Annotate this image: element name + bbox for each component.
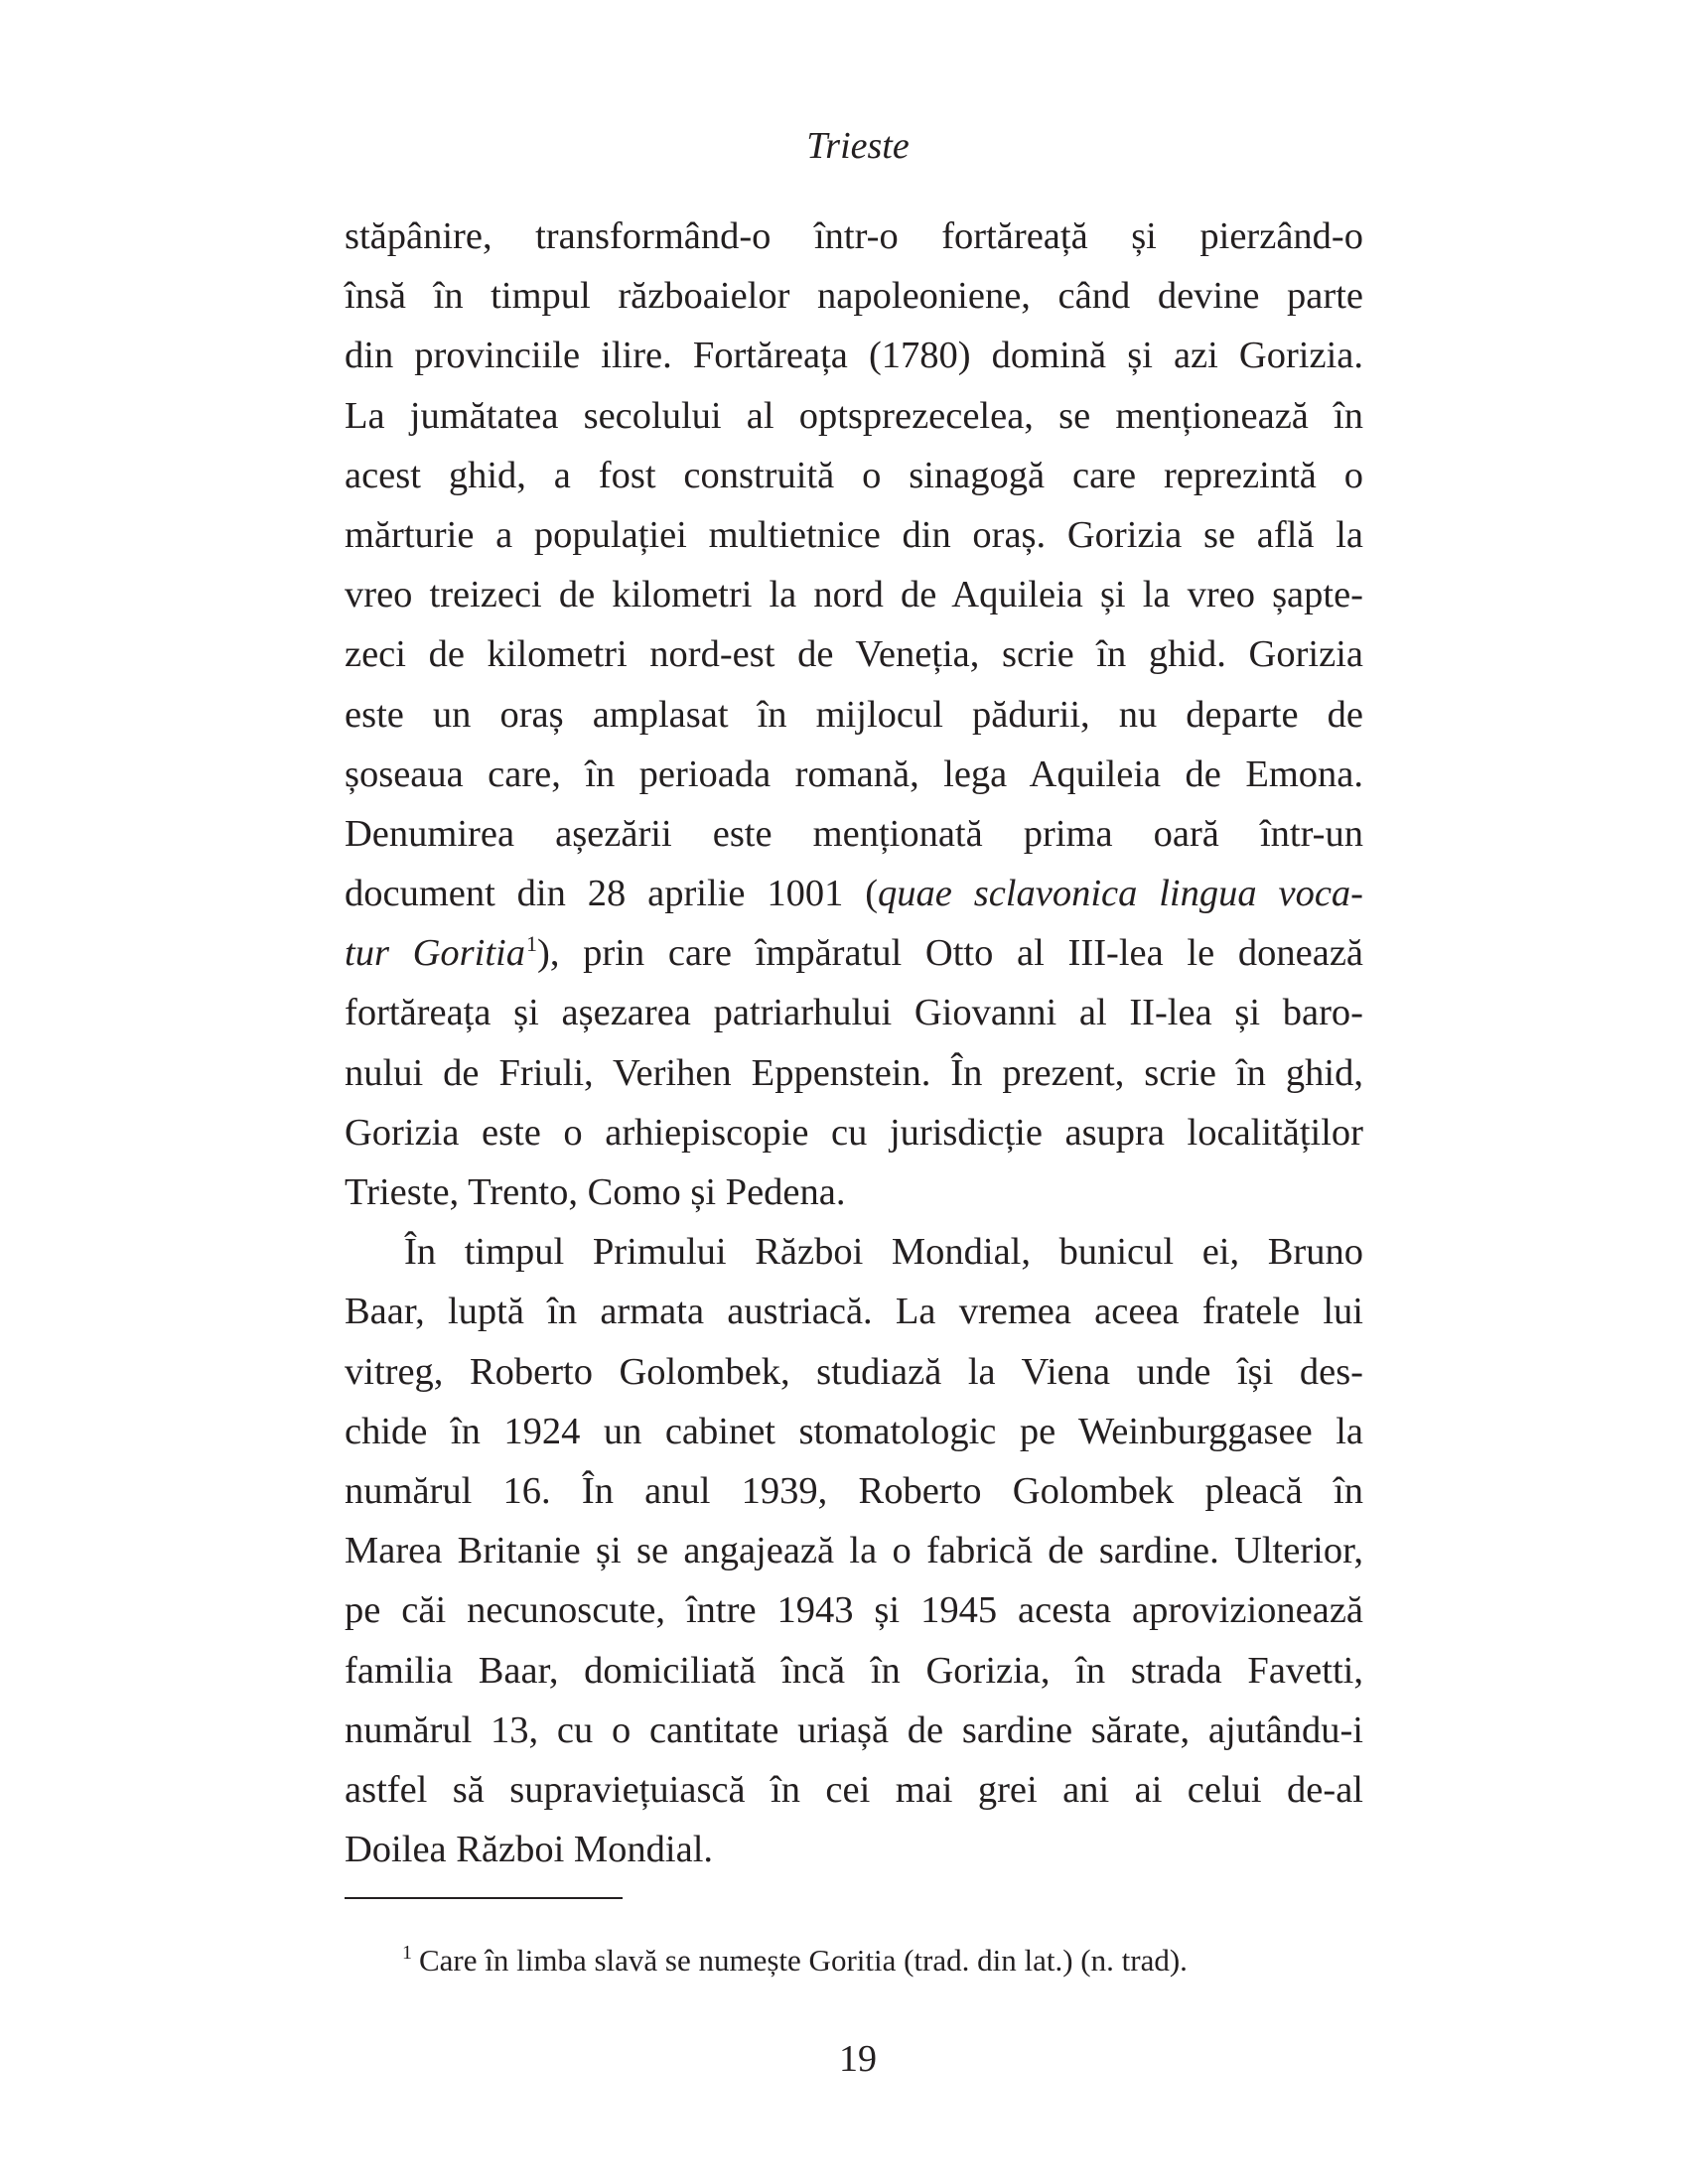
- text-line-with-footnote: [345, 923, 1363, 983]
- latin-quote: tur Goritia: [345, 932, 526, 975]
- text-line: numărul 16. În anul 1939, Roberto Golombek pleacă în: [345, 1469, 1363, 1512]
- text-line: chide în 1924 un cabinet stomatologic pe Weinburggasee la: [345, 1410, 1363, 1452]
- text-line: vitreg, Roberto Golombek, studiază la Viena unde își des-: [345, 1350, 1363, 1393]
- text-line: zeci de kilometri nord-est de Veneția, scrie în ghid. Gorizia: [345, 633, 1363, 676]
- footnote-reference[interactable]: 1: [526, 931, 538, 957]
- text-line: numărul 13, cu o cantitate uriașă de sardine sărate, ajutându-i: [345, 1708, 1363, 1751]
- text-line: La jumătatea secolului al optsprezecelea, se menționează în: [345, 394, 1363, 437]
- text-line: Baar, luptă în armata austriacă. La vremea aceea fratele lui: [345, 1291, 1363, 1333]
- running-head: Trieste: [806, 125, 910, 167]
- text-span: ), prin care împăratul Otto al III-lea le donează: [537, 932, 1363, 975]
- text-line: este un oraș amplasat în mijlocul pădurii, nu departe de: [345, 693, 1363, 736]
- footnote-text: Care în limba slavă se numește Goritia (trad. din lat.) (n. trad).: [419, 1943, 1188, 1978]
- footnote-marker: 1: [402, 1942, 412, 1964]
- text-line: Doilea Război Mondial.: [345, 1829, 714, 1871]
- footnote: [402, 1941, 1188, 1984]
- text-span: document din 28 aprilie 1001 (: [345, 873, 879, 915]
- text-line: însă în timpul războaielor napoleoniene, când devine parte: [345, 275, 1363, 318]
- text-line: Gorizia este o arhiepiscopie cu jurisdicție asupra localităților: [345, 1111, 1363, 1154]
- text-line: Denumirea așezării este menționată prima oară într-un: [345, 812, 1363, 855]
- text-line: astfel să supraviețuiască în cei mai grei ani ai celui de-al: [345, 1768, 1363, 1811]
- footnote-divider: [345, 1897, 623, 1899]
- text-line: familia Baar, domiciliată încă în Gorizia, în strada Favetti,: [345, 1649, 1363, 1692]
- text-line: șoseaua care, în perioada romană, lega Aquileia de Emona.: [345, 752, 1363, 795]
- text-line: Marea Britanie și se angajează la o fabrică de sardine. Ulterior,: [345, 1530, 1363, 1572]
- text-line: vreo treizeci de kilometri la nord de Aquileia și la vreo șapte-: [345, 574, 1363, 616]
- text-line: În timpul Primului Război Mondial, bunicul ei, Bruno: [404, 1231, 1363, 1274]
- text-line: fortăreața și așezarea patriarhului Giovanni al II-lea și baro-: [345, 992, 1363, 1034]
- page-number: 19: [839, 2038, 877, 2080]
- text-line: Trieste, Trento, Como și Pedena.: [345, 1171, 846, 1213]
- text-line: stăpânire, transformând-o într-o fortăreață și pierzând-o: [345, 215, 1363, 257]
- latin-quote: quae sclavonica lingua voca-: [878, 873, 1363, 915]
- body-text: [345, 206, 1363, 1879]
- text-line: acest ghid, a fost construită o sinagogă care reprezintă o: [345, 454, 1363, 496]
- text-line: nului de Friuli, Verihen Eppenstein. În prezent, scrie în ghid,: [345, 1051, 1363, 1094]
- text-line: pe căi necunoscute, între 1943 și 1945 acesta aprovizionează: [345, 1589, 1363, 1632]
- text-line: din provinciile ilire. Fortăreața (1780) domină și azi Gorizia.: [345, 335, 1363, 377]
- text-line-with-italic: [345, 864, 1363, 923]
- text-line: mărturie a populației multietnice din oraș. Gorizia se află la: [345, 513, 1363, 556]
